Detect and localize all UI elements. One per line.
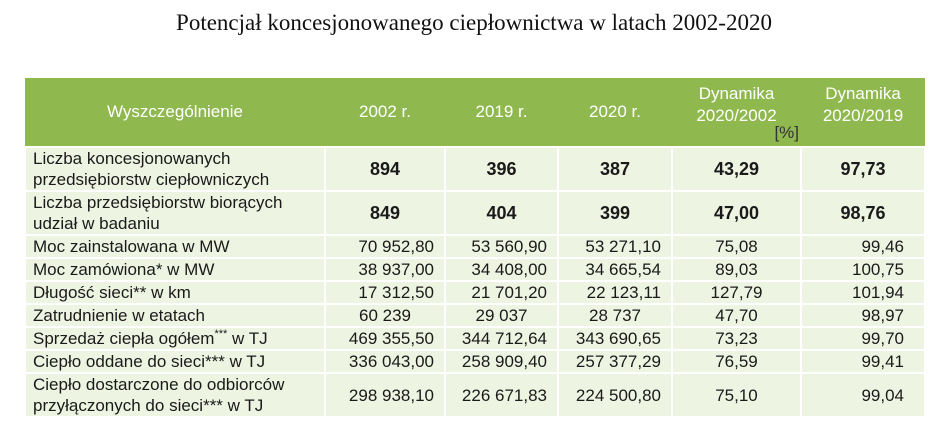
cell-2020: 22 123,11 [558,281,672,304]
footnote-marker: *** [214,328,228,340]
cell-2020: 257 377,29 [558,350,672,373]
cell-2002: 469 355,50 [325,327,445,350]
cell-dyn-2020-2002: 75,08 [672,235,801,258]
cell-2020: 224 500,80 [558,373,672,417]
table-row [25,191,925,235]
header-dynamics-period: 2020/2019 [822,106,904,125]
row-label [25,373,325,417]
header-dynamics-label: Dynamika [825,84,901,103]
table-row [25,350,925,373]
row-label-line: udział w badaniu [33,214,160,233]
header-unit: [%] [774,123,799,142]
cell-2019: 258 909,40 [445,350,558,373]
cell-2019: 226 671,83 [445,373,558,417]
row-label [25,327,325,350]
row-label: Moc zainstalowana w MW [25,235,325,258]
cell-2019: 21 701,20 [445,281,558,304]
row-label [25,191,325,235]
cell-2019: 53 560,90 [445,235,558,258]
table-row [25,235,925,258]
cell-dyn-2020-2002: 43,29 [672,147,801,191]
header-description: Wyszczególnienie [25,78,325,147]
cell-dyn-2020-2002: 127,79 [672,281,801,304]
cell-2020: 343 690,65 [558,327,672,350]
table-row [25,373,925,417]
cell-dyn-2020-2002: 47,70 [672,304,801,327]
cell-2002: 70 952,80 [325,235,445,258]
row-label: Długość sieci** w km [25,281,325,304]
cell-2019: 396 [445,147,558,191]
cell-dyn-2020-2002: 73,23 [672,327,801,350]
row-label: Moc zamówiona* w MW [25,258,325,281]
row-label-text: Sprzedaż ciepła ogółem [33,329,215,348]
row-label [25,147,325,191]
cell-2002: 38 937,00 [325,258,445,281]
header-2020: 2020 r. [558,78,672,147]
cell-dyn-2020-2002: 89,03 [672,258,801,281]
cell-2020: 387 [558,147,672,191]
cell-2019: 344 712,64 [445,327,558,350]
data-table [24,78,926,418]
table-row [25,281,925,304]
cell-dyn-2020-2019: 98,76 [801,191,925,235]
cell-2002: 60 239 [325,304,445,327]
row-label-unit: w TJ [227,329,268,348]
row-label-line: Liczba przedsiębiorstw biorących [33,193,283,212]
page-title: Potencjał koncesjonowanego ciepłownictwa w latach 2002-2020 [176,10,772,35]
cell-dyn-2020-2019: 99,04 [801,373,925,417]
cell-2020: 399 [558,191,672,235]
cell-2002: 849 [325,191,445,235]
cell-2002: 298 938,10 [325,373,445,417]
row-label: Ciepło oddane do sieci*** w TJ [25,350,325,373]
header-dynamics-2020-2019 [801,78,925,147]
header-2002: 2002 r. [325,78,445,147]
cell-dyn-2020-2002: 75,10 [672,373,801,417]
row-label-line: przyłączonych do sieci*** w TJ [33,396,264,415]
cell-2002: 336 043,00 [325,350,445,373]
header-2019: 2019 r. [445,78,558,147]
cell-2019: 29 037 [445,304,558,327]
header-dynamics-2020-2002 [672,78,801,147]
cell-dyn-2020-2019: 99,41 [801,350,925,373]
cell-dyn-2020-2019: 101,94 [801,281,925,304]
cell-2019: 34 408,00 [445,258,558,281]
cell-2019: 404 [445,191,558,235]
cell-2020: 53 271,10 [558,235,672,258]
cell-dyn-2020-2002: 47,00 [672,191,801,235]
row-label-line: przedsiębiorstw ciepłowniczych [33,170,270,189]
header-row [25,78,925,147]
cell-dyn-2020-2019: 100,75 [801,258,925,281]
table-row [25,327,925,350]
cell-dyn-2020-2019: 97,73 [801,147,925,191]
table-row [25,147,925,191]
cell-2002: 17 312,50 [325,281,445,304]
row-label: Zatrudnienie w etatach [25,304,325,327]
cell-2002: 894 [325,147,445,191]
cell-dyn-2020-2019: 98,97 [801,304,925,327]
table-row [25,258,925,281]
header-dynamics-label: Dynamika [698,84,775,103]
header-dynamics-period: 2020/2002 [696,106,777,125]
table-row [25,304,925,327]
cell-2020: 34 665,54 [558,258,672,281]
row-label-line: Liczba koncesjonowanych [33,149,231,168]
row-label-line: Ciepło dostarczone do odbiorców [33,375,285,394]
cell-dyn-2020-2019: 99,70 [801,327,925,350]
cell-dyn-2020-2019: 99,46 [801,235,925,258]
cell-dyn-2020-2002: 76,59 [672,350,801,373]
cell-2020: 28 737 [558,304,672,327]
